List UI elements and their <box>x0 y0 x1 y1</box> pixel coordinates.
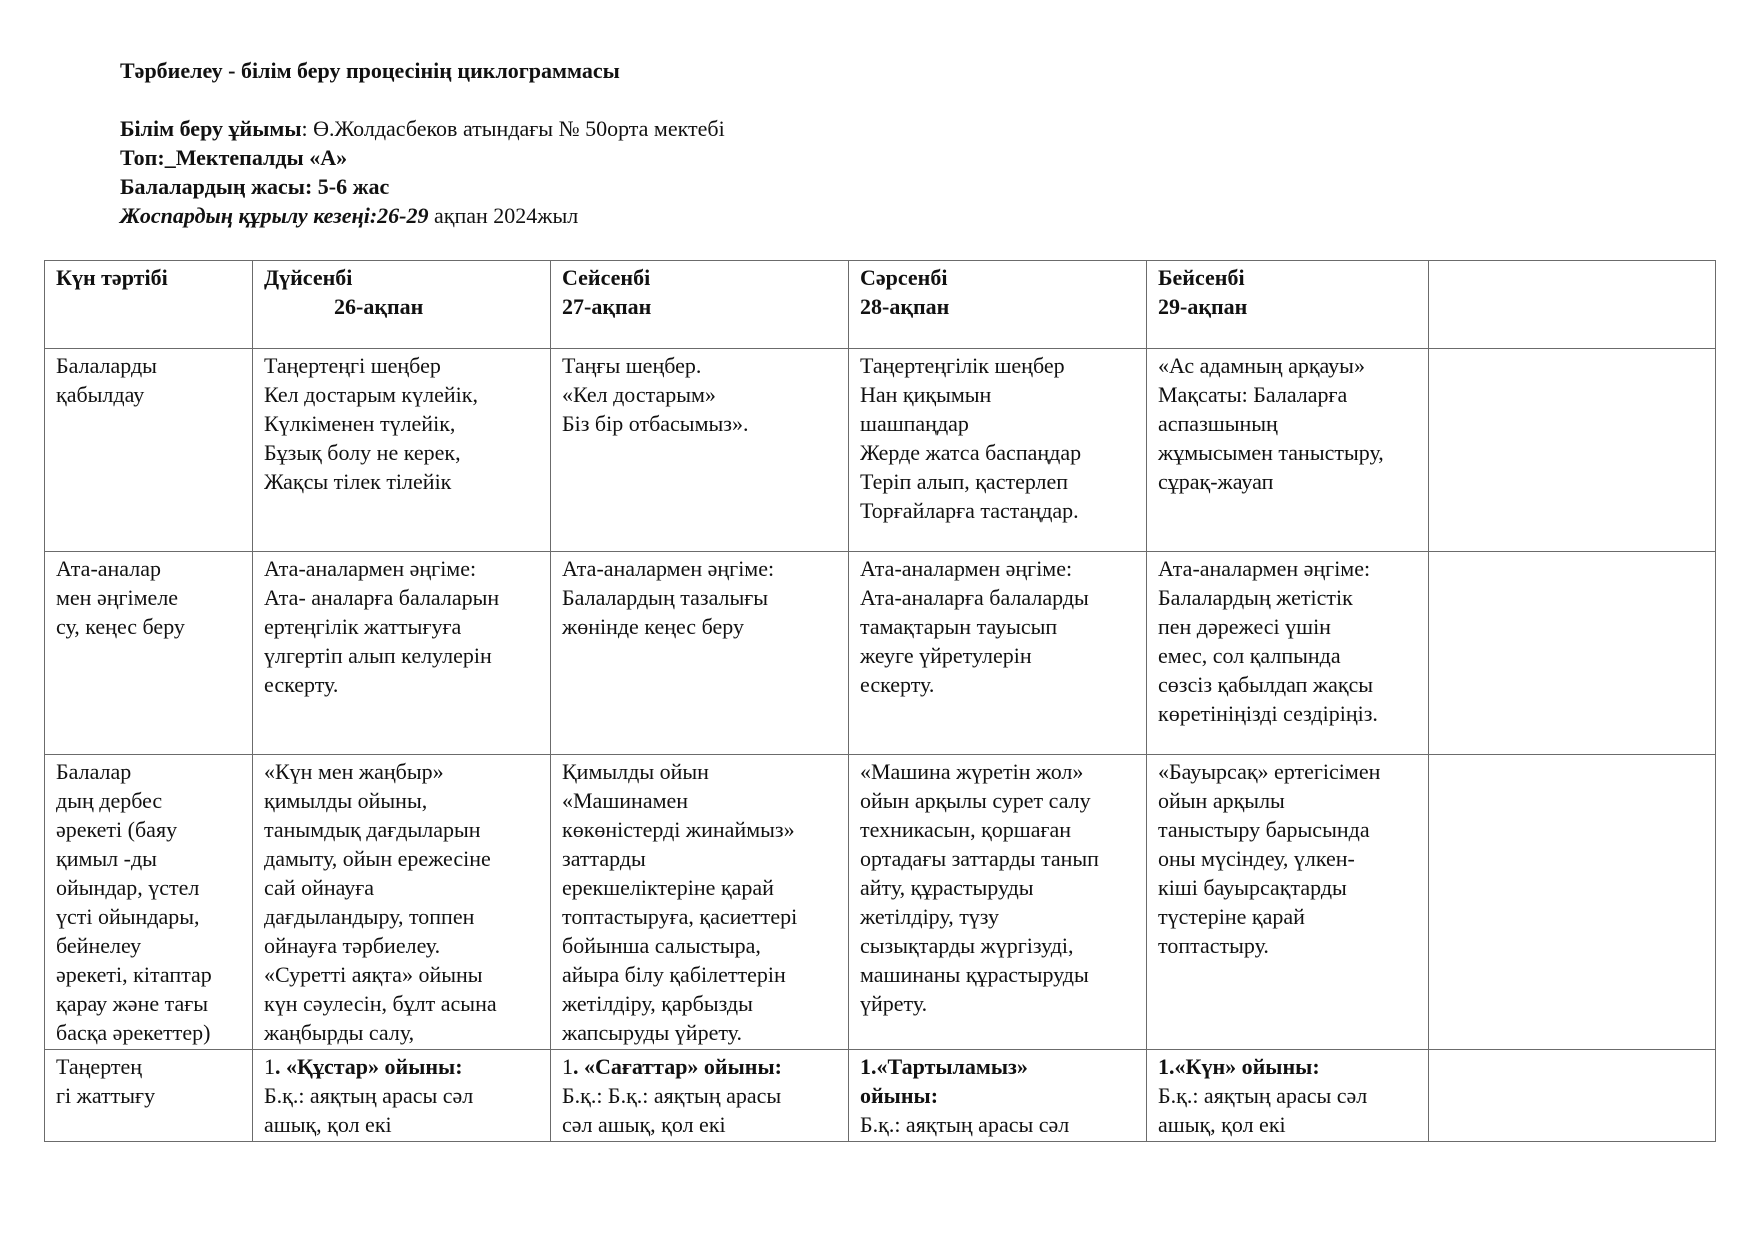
extra-cell <box>1429 552 1716 755</box>
cell-text-line: пен дәрежесі үшін <box>1158 614 1331 639</box>
cell-text-line: Таңертең <box>56 1054 143 1079</box>
cell-text-line: жапсыруды үйрету. <box>562 1020 742 1045</box>
cell-text-line: жұмысымен таныстыру, <box>1158 440 1384 465</box>
cell-text-line: ескерту. <box>264 672 339 697</box>
cell-text-line: кіші бауырсақтарды <box>1158 875 1347 900</box>
monday-cell <box>253 1050 551 1142</box>
cell-text-line: басқа әрекеттер) <box>56 1020 211 1045</box>
cell-text-line: айту, құрастыруды <box>860 875 1034 900</box>
cell-text-line: қимылды ойыны, <box>264 788 428 813</box>
header-cell-routine: Күн тәртібі <box>45 261 253 349</box>
cell-text-line: 1.«Тартыламыз» <box>860 1054 1028 1079</box>
header-cell-tuesday <box>551 261 849 349</box>
cell-text-line: Жақсы тілек тілейік <box>264 469 452 494</box>
cell-text-line: Таңертеңгі шеңбер <box>264 353 441 378</box>
cell-text-line: машинаны құрастыруды <box>860 962 1089 987</box>
cell-text-line: Теріп алып, қастерлеп <box>860 469 1069 494</box>
cell-text-line: ойнауға тәрбиелеу. <box>264 933 441 958</box>
cell-text-line: Күлкіменен түлейік, <box>264 411 456 436</box>
tuesday-cell <box>551 755 849 1050</box>
cell-text-line: ойын арқылы <box>1158 788 1285 813</box>
cell-text-line: жаңбырды салу, <box>264 1020 415 1045</box>
cell-text-line: су, кеңес беру <box>56 614 185 639</box>
cell-text-line: таныстыру барысында <box>1158 817 1370 842</box>
cell-text-line: ортадағы заттарды танып <box>860 846 1099 871</box>
page-header <box>120 56 1620 230</box>
cell-text-line: «Ас адамның арқауы» <box>1158 353 1365 378</box>
exercise-text <box>1158 1081 1418 1139</box>
cell-text-line: Жерде жатса баспаңдар <box>860 440 1082 465</box>
cell-text-line: мен әңгімеле <box>56 585 179 610</box>
wednesday-cell <box>849 755 1147 1050</box>
cell-text-line: Қимылды ойын <box>562 759 709 784</box>
exercise-text <box>562 1081 838 1139</box>
cell-text-line: «Кел достарым» <box>562 382 716 407</box>
schedule-table <box>44 260 1716 1142</box>
cell-text-line: танымдық дағдыларын <box>264 817 481 842</box>
exercise-title <box>860 1052 1136 1110</box>
cell-text-line: оны мүсіндеу, үлкен- <box>1158 846 1355 871</box>
row-label-cell <box>45 1050 253 1142</box>
cell-text-line: сызықтарды жүргізуді, <box>860 933 1074 958</box>
cell-text-line: көкөністерді жинаймыз» <box>562 817 795 842</box>
date-label: 29-ақпан <box>1158 294 1248 319</box>
cell-text-line: ертеңгілік жаттығуға <box>264 614 462 639</box>
cell-text-line: айыра білу қабілеттерін <box>562 962 786 987</box>
cell-text-line: техникасын, қоршаған <box>860 817 1072 842</box>
cell-text-line: Бұзық болу не керек, <box>264 440 461 465</box>
monday-cell <box>253 755 551 1050</box>
table-row-parents <box>45 552 1716 755</box>
cell-text-line: түстеріне қарай <box>1158 904 1305 929</box>
weekday-label: Сейсенбі <box>562 265 651 290</box>
cell-text-line: Б.қ.: Б.қ.: аяқтың арасы <box>562 1083 782 1108</box>
row-label-cell <box>45 755 253 1050</box>
table-header-row <box>45 261 1716 349</box>
tuesday-cell <box>551 349 849 552</box>
cell-text-line: топтастыру. <box>1158 933 1269 958</box>
date-label: 28-ақпан <box>860 294 950 319</box>
cell-text-line: тамақтарын тауысып <box>860 614 1058 639</box>
cell-text-line: Ата-аналарға балаларды <box>860 585 1089 610</box>
cell-text-line: «Машинамен <box>562 788 689 813</box>
tuesday-cell <box>551 552 849 755</box>
date-label: 26-ақпан <box>334 294 424 319</box>
cell-text-line: әрекеті, кітаптар <box>56 962 212 987</box>
cell-text-line: Б.қ.: аяқтың арасы сәл <box>264 1083 474 1108</box>
cell-text-line: Балалар <box>56 759 132 784</box>
extra-cell <box>1429 349 1716 552</box>
cell-text-line: Біз бір отбасымыз». <box>562 411 749 436</box>
cell-text-line: сөзсіз қабылдап жақсы <box>1158 672 1374 697</box>
cell-text-line: ойыны: <box>860 1083 939 1108</box>
document-title: Тәрбиелеу - білім беру процесінің циклограммасы <box>120 58 620 83</box>
cell-text-line: «Суретті аяқта» ойыны <box>264 962 483 987</box>
cell-text-line: дамыту, ойын ережесіне <box>264 846 491 871</box>
monday-cell <box>253 552 551 755</box>
table-row-exercise <box>45 1050 1716 1142</box>
cell-text-line: әрекеті (баяу <box>56 817 178 842</box>
exercise-title: 1. «Сағаттар» ойыны: <box>562 1054 782 1079</box>
cell-text-line: қабылдау <box>56 382 145 407</box>
cell-text-line: күн сәулесін, бұлт асына <box>264 991 497 1016</box>
cell-text-line: Ата-аналармен әңгіме: <box>264 556 477 581</box>
wednesday-cell <box>849 1050 1147 1142</box>
exercise-title: 1. «Құстар» ойыны: <box>264 1054 463 1079</box>
cell-text-line: қарау және тағы <box>56 991 209 1016</box>
cell-text-line: қимыл -ды <box>56 846 157 871</box>
row-label-cell <box>45 349 253 552</box>
cell-text-line: гі жаттығу <box>56 1083 156 1108</box>
cell-text-line: емес, сол қалпында <box>1158 643 1341 668</box>
cell-text-line: Ата-аналармен әңгіме: <box>1158 556 1371 581</box>
cell-text-line: ойын арқылы сурет салу <box>860 788 1091 813</box>
header-cell-monday <box>253 261 551 349</box>
cell-text-line: Нан қиқымын <box>860 382 992 407</box>
monday-cell <box>253 349 551 552</box>
wednesday-cell <box>849 349 1147 552</box>
cell-text-line: Таңертеңгілік шеңбер <box>860 353 1065 378</box>
weekday-label: Бейсенбі <box>1158 265 1245 290</box>
cell-text-line: сай ойнауға <box>264 875 375 900</box>
cell-text-line: Балалардың жетістік <box>1158 585 1353 610</box>
exercise-text <box>264 1081 540 1139</box>
cell-text-line: Ата-аналармен әңгіме: <box>860 556 1073 581</box>
cell-text-line: дағдыландыру, топпен <box>264 904 475 929</box>
period-line <box>120 201 1620 230</box>
cell-text-line: үсті ойындары, <box>56 904 200 929</box>
cell-text-line: үйрету. <box>860 991 928 1016</box>
cell-text-line: көретініңізді сездіріңіз. <box>1158 701 1378 726</box>
cell-text-line: «Бауырсақ» ертегісімен <box>1158 759 1381 784</box>
cell-text-line: Балалардың тазалығы <box>562 585 769 610</box>
period-label: Жоспардың құрылу кезеңі:26-29 <box>120 203 429 228</box>
cell-text-line: бейнелеу <box>56 933 142 958</box>
organization-value: : Ө.Жолдасбеков атындағы № 50орта мектебі <box>301 116 725 141</box>
cell-text-line: ерекшеліктеріне қарай <box>562 875 774 900</box>
header-cell-wednesday <box>849 261 1147 349</box>
cell-text-line: жетілдіру, түзу <box>860 904 1000 929</box>
cell-text-line: «Машина жүретін жол» <box>860 759 1084 784</box>
thursday-cell <box>1147 349 1429 552</box>
date-label: 27-ақпан <box>562 294 652 319</box>
cell-text-line: Таңғы шеңбер. <box>562 353 702 378</box>
header-cell-thursday <box>1147 261 1429 349</box>
wednesday-cell <box>849 552 1147 755</box>
cell-text-line: аспазшының <box>1158 411 1278 436</box>
cell-text-line: жеуге үйретулерін <box>860 643 1032 668</box>
cell-text-line: ашық, қол екі <box>264 1112 392 1137</box>
cell-text-line: Ата-аналармен әңгіме: <box>562 556 775 581</box>
cell-text-line: топтастыруға, қасиеттері <box>562 904 798 929</box>
period-value: ақпан 2024жыл <box>428 203 579 228</box>
cell-text-line: ашық, қол екі <box>1158 1112 1286 1137</box>
cell-text-line: үлгертіп алып келулерін <box>264 643 492 668</box>
cell-text-line: Торғайларға тастаңдар. <box>860 498 1079 523</box>
row-label-cell <box>45 552 253 755</box>
organization-label: Білім беру ұйымы <box>120 116 302 141</box>
thursday-cell <box>1147 552 1429 755</box>
extra-cell <box>1429 755 1716 1050</box>
cell-text-line: Б.қ.: аяқтың арасы сәл <box>1158 1083 1368 1108</box>
cell-text-line: Мақсаты: Балаларға <box>1158 382 1348 407</box>
cell-text-line: ойындар, үстел <box>56 875 200 900</box>
cell-text-line: Б.қ.: аяқтың арасы сәл <box>860 1112 1070 1137</box>
tuesday-cell <box>551 1050 849 1142</box>
exercise-title: 1.«Күн» ойыны: <box>1158 1054 1320 1079</box>
cell-text-line: заттарды <box>562 846 646 871</box>
cell-text-line: сұрақ-жауап <box>1158 469 1274 494</box>
table-row-reception <box>45 349 1716 552</box>
header-cell-extra <box>1429 261 1716 349</box>
cell-text-line: Кел достарым күлейік, <box>264 382 478 407</box>
cell-text-line: сәл ашық, қол екі <box>562 1112 726 1137</box>
cell-text-line: ескерту. <box>860 672 935 697</box>
cell-text-line: бойынша салыстыра, <box>562 933 761 958</box>
table-row-activity <box>45 755 1716 1050</box>
organization-line <box>120 114 1620 143</box>
weekday-label: Сәрсенбі <box>860 265 948 290</box>
age-line: Балалардың жасы: 5-6 жас <box>120 174 390 199</box>
thursday-cell <box>1147 1050 1429 1142</box>
cell-text-line: жөнінде кеңес беру <box>562 614 744 639</box>
cell-text-line: жетілдіру, қарбызды <box>562 991 753 1016</box>
exercise-text <box>860 1110 1136 1139</box>
cell-text-line: дың дербес <box>56 788 163 813</box>
thursday-cell <box>1147 755 1429 1050</box>
group-line: Топ:_Мектепалды «А» <box>120 145 348 170</box>
cell-text-line: шашпаңдар <box>860 411 969 436</box>
cell-text-line: «Күн мен жаңбыр» <box>264 759 444 784</box>
cell-text-line: Балаларды <box>56 353 157 378</box>
cell-text-line: Ата- аналарға балаларын <box>264 585 500 610</box>
weekday-label: Дүйсенбі <box>264 265 353 290</box>
cell-text-line: Ата-аналар <box>56 556 162 581</box>
extra-cell <box>1429 1050 1716 1142</box>
